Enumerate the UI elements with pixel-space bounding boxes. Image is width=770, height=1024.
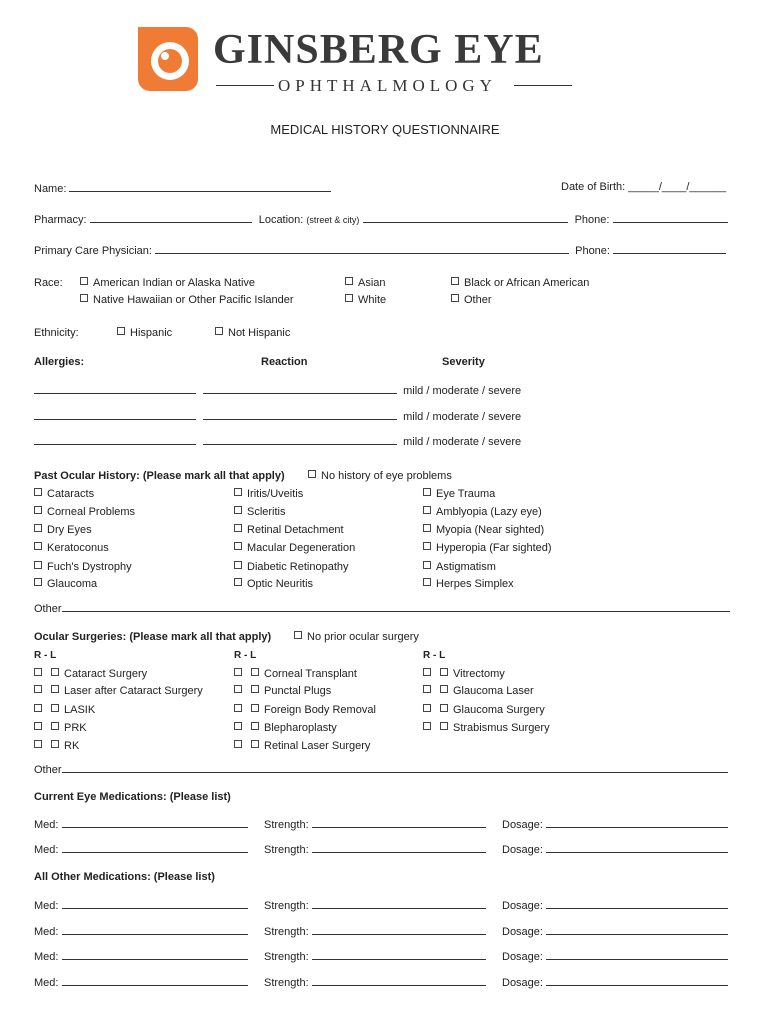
checkbox[interactable] — [423, 506, 431, 514]
other-med-name-field[interactable]: Med: — [34, 924, 248, 938]
other-med-strength-field[interactable]: Strength: — [264, 949, 486, 963]
name-label: Name: — [34, 183, 67, 195]
allergy-row[interactable] — [34, 383, 521, 397]
strength-blank[interactable] — [312, 975, 486, 986]
current-med-strength-field[interactable]: Strength: — [264, 817, 486, 831]
checkbox-right-eye[interactable] — [234, 704, 242, 712]
checkbox-left-eye[interactable] — [251, 704, 259, 712]
checkbox[interactable] — [234, 578, 242, 586]
checkbox[interactable] — [294, 631, 302, 639]
race-option[interactable]: American Indian or Alaska Native — [80, 277, 255, 289]
brand-subtitle-row — [216, 76, 572, 94]
pcp-phone-label: Phone: — [575, 245, 610, 257]
dosage-blank[interactable] — [546, 898, 728, 909]
severity-header: Severity — [442, 356, 485, 368]
dob-label: Date of Birth: — [561, 181, 626, 193]
checkbox[interactable] — [451, 277, 459, 285]
strength-blank[interactable] — [312, 842, 486, 853]
surgery-option[interactable]: RK — [34, 740, 79, 752]
other-label: Other — [34, 764, 62, 776]
checkbox[interactable] — [423, 488, 431, 496]
dosage-blank[interactable] — [546, 975, 728, 986]
other-med-name-field[interactable]: Med: — [34, 975, 248, 989]
checkbox[interactable] — [34, 506, 42, 514]
reaction-blank[interactable] — [203, 383, 397, 394]
ocular-history-option[interactable]: Herpes Simplex — [423, 578, 514, 590]
other-med-dosage-field[interactable]: Dosage: — [502, 949, 728, 963]
checkbox[interactable] — [423, 524, 431, 532]
pcp-field[interactable] — [34, 243, 726, 257]
ocular-history-option[interactable]: Retinal Detachment — [234, 524, 344, 536]
checkbox[interactable] — [34, 578, 42, 586]
pcp-blank[interactable] — [155, 243, 569, 254]
reaction-blank[interactable] — [203, 409, 397, 420]
subtitle-rule-right — [514, 85, 572, 86]
rl-header: R - L — [234, 650, 257, 661]
checkbox[interactable] — [234, 488, 242, 496]
allergies-label: Allergies: — [34, 356, 85, 368]
race-option[interactable]: Black or African American — [451, 277, 589, 289]
strength-blank[interactable] — [312, 949, 486, 960]
location-label: Location: — [258, 214, 304, 226]
pcp-phone-blank[interactable] — [613, 243, 726, 254]
race-option[interactable]: White — [345, 294, 386, 306]
surgery-option[interactable]: Laser after Cataract Surgery — [34, 685, 203, 697]
reaction-header: Reaction — [261, 356, 308, 368]
checkbox-right-eye[interactable] — [234, 722, 242, 730]
checkbox-left-eye[interactable] — [440, 685, 448, 693]
severity-options[interactable]: mild / moderate / severe — [403, 411, 522, 423]
checkbox-right-eye[interactable] — [234, 685, 242, 693]
checkbox-left-eye[interactable] — [440, 722, 448, 730]
other-med-dosage-field[interactable]: Dosage: — [502, 898, 728, 912]
checkbox-left-eye[interactable] — [51, 740, 59, 748]
checkbox-right-eye[interactable] — [34, 668, 42, 676]
checkbox-left-eye[interactable] — [251, 722, 259, 730]
allergy-blank[interactable] — [34, 434, 196, 445]
other-label: Other — [34, 603, 62, 615]
strength-blank[interactable] — [312, 817, 486, 828]
checkbox-left-eye[interactable] — [51, 668, 59, 676]
other-blank[interactable] — [62, 762, 728, 773]
checkbox-left-eye[interactable] — [51, 685, 59, 693]
surgery-option[interactable]: Glaucoma Laser — [423, 685, 534, 697]
ocular-history-option[interactable]: Dry Eyes — [34, 524, 92, 536]
ethnicity-option[interactable]: Hispanic — [117, 327, 172, 339]
pharmacy-blank[interactable] — [90, 212, 252, 223]
pcp-label: Primary Care Physician: — [34, 245, 152, 257]
checkbox-right-eye[interactable] — [423, 668, 431, 676]
checkbox-right-eye[interactable] — [34, 704, 42, 712]
current-med-dosage-field[interactable]: Dosage: — [502, 817, 728, 831]
current-med-name-field[interactable]: Med: — [34, 842, 248, 856]
checkbox-left-eye[interactable] — [440, 704, 448, 712]
checkbox[interactable] — [308, 470, 316, 478]
severity-options[interactable]: mild / moderate / severe — [403, 436, 522, 448]
other-med-strength-field[interactable]: Strength: — [264, 975, 486, 989]
rl-header: R - L — [34, 650, 57, 661]
other-blank[interactable] — [62, 601, 730, 612]
checkbox[interactable] — [234, 561, 242, 569]
other-med-strength-field[interactable]: Strength: — [264, 924, 486, 938]
surgery-option[interactable]: Glaucoma Surgery — [423, 704, 545, 716]
past-ocular-label: Past Ocular History: (Please mark all that apply) — [34, 470, 285, 482]
pharmacy-phone-label: Phone: — [574, 214, 610, 226]
race-option[interactable]: Other — [451, 294, 492, 306]
checkbox[interactable] — [234, 506, 242, 514]
checkbox-right-eye[interactable] — [423, 722, 431, 730]
allergy-row[interactable] — [34, 409, 521, 423]
brand-name: GINSBERG EYE — [213, 27, 544, 73]
eye-logo-icon — [138, 27, 198, 91]
ocular-history-option[interactable]: Astigmatism — [423, 561, 496, 573]
checkbox-right-eye[interactable] — [234, 740, 242, 748]
pharmacy-field[interactable] — [34, 212, 728, 226]
no-eye-problems-option[interactable]: No history of eye problems — [308, 470, 452, 482]
dosage-blank[interactable] — [546, 924, 728, 935]
checkbox[interactable] — [451, 294, 459, 302]
ocular-history-option[interactable]: Optic Neuritis — [234, 578, 313, 590]
checkbox-left-eye[interactable] — [440, 668, 448, 676]
brand-subtitle: OPHTHALMOLOGY — [278, 76, 497, 95]
ethnicity-option[interactable]: Not Hispanic — [215, 327, 290, 339]
ocular-history-option[interactable]: Corneal Problems — [34, 506, 135, 518]
other-med-strength-field[interactable]: Strength: — [264, 898, 486, 912]
checkbox[interactable] — [234, 524, 242, 532]
location-hint: (street & city) — [306, 215, 360, 225]
checkbox[interactable] — [80, 277, 88, 285]
med-blank[interactable] — [62, 924, 248, 935]
checkbox-left-eye[interactable] — [51, 704, 59, 712]
surgery-option[interactable]: Strabismus Surgery — [423, 722, 550, 734]
ocular-history-option[interactable]: Cataracts — [34, 488, 94, 500]
location-blank[interactable] — [363, 212, 568, 223]
checkbox-right-eye[interactable] — [423, 704, 431, 712]
other-med-name-field[interactable]: Med: — [34, 898, 248, 912]
surgery-option[interactable]: PRK — [34, 722, 87, 734]
surgery-option[interactable]: Retinal Laser Surgery — [234, 740, 370, 752]
med-blank[interactable] — [62, 817, 248, 828]
ocular-history-option[interactable]: Keratoconus — [34, 542, 109, 554]
severity-options[interactable]: mild / moderate / severe — [403, 385, 522, 397]
current-med-name-field[interactable]: Med: — [34, 817, 248, 831]
other-med-name-field[interactable]: Med: — [34, 949, 248, 963]
checkbox-right-eye[interactable] — [34, 722, 42, 730]
ocular-history-option[interactable]: Amblyopia (Lazy eye) — [423, 506, 542, 518]
med-blank[interactable] — [62, 949, 248, 960]
dosage-blank[interactable] — [546, 949, 728, 960]
dosage-blank[interactable] — [546, 842, 728, 853]
ocular-history-option[interactable]: Macular Degeneration — [234, 542, 355, 554]
med-blank[interactable] — [62, 898, 248, 909]
checkbox-left-eye[interactable] — [251, 740, 259, 748]
pharmacy-label: Pharmacy: — [34, 214, 87, 226]
ocular-history-option[interactable]: Myopia (Near sighted) — [423, 524, 544, 536]
allergy-blank[interactable] — [34, 409, 196, 420]
race-label: Race: — [34, 277, 63, 289]
surgery-option[interactable]: Punctal Plugs — [234, 685, 331, 697]
ocular-surgeries-label: Ocular Surgeries: (Please mark all that apply) — [34, 631, 272, 643]
checkbox[interactable] — [34, 488, 42, 496]
dosage-blank[interactable] — [546, 817, 728, 828]
checkbox[interactable] — [423, 578, 431, 586]
race-option[interactable]: Asian — [345, 277, 386, 289]
past-ocular-other-field[interactable] — [34, 601, 730, 615]
other-med-dosage-field[interactable]: Dosage: — [502, 975, 728, 989]
pharmacy-phone-blank[interactable] — [613, 212, 728, 223]
current-med-dosage-field[interactable]: Dosage: — [502, 842, 728, 856]
no-prior-surgery-option[interactable]: No prior ocular surgery — [294, 631, 419, 643]
checkbox[interactable] — [423, 561, 431, 569]
checkbox-left-eye[interactable] — [51, 722, 59, 730]
allergy-row[interactable] — [34, 434, 521, 448]
surgery-option[interactable]: Cataract Surgery — [34, 668, 147, 680]
checkbox-right-eye[interactable] — [234, 668, 242, 676]
checkbox[interactable] — [234, 542, 242, 550]
race-option[interactable]: Native Hawaiian or Other Pacific Islander — [80, 294, 294, 306]
form-title: MEDICAL HISTORY QUESTIONNAIRE — [270, 122, 500, 137]
checkbox[interactable] — [80, 294, 88, 302]
ocular-surgery-other-field[interactable] — [34, 762, 728, 776]
name-field[interactable] — [34, 181, 331, 195]
checkbox-right-eye[interactable] — [34, 740, 42, 748]
reaction-blank[interactable] — [203, 434, 397, 445]
surgery-option[interactable]: Corneal Transplant — [234, 668, 357, 680]
subtitle-rule-left — [216, 85, 274, 86]
checkbox[interactable] — [34, 561, 42, 569]
rl-header: R - L — [423, 650, 446, 661]
ocular-history-option[interactable]: Glaucoma — [34, 578, 97, 590]
checkbox[interactable] — [423, 542, 431, 550]
med-blank[interactable] — [62, 842, 248, 853]
current-med-strength-field[interactable]: Strength: — [264, 842, 486, 856]
ocular-history-option[interactable]: Iritis/Uveitis — [234, 488, 303, 500]
ocular-history-option[interactable]: Fuch's Dystrophy — [34, 561, 132, 573]
ethnicity-label: Ethnicity: — [34, 327, 79, 339]
checkbox-left-eye[interactable] — [251, 668, 259, 676]
checkbox-left-eye[interactable] — [251, 685, 259, 693]
name-blank[interactable] — [69, 181, 331, 192]
checkbox[interactable] — [345, 294, 353, 302]
allergy-blank[interactable] — [34, 383, 196, 394]
med-blank[interactable] — [62, 975, 248, 986]
strength-blank[interactable] — [312, 924, 486, 935]
dob-blank[interactable]: _____/____/______ — [628, 181, 727, 193]
checkbox-right-eye[interactable] — [423, 685, 431, 693]
strength-blank[interactable] — [312, 898, 486, 909]
surgery-option[interactable]: Foreign Body Removal — [234, 704, 376, 716]
checkbox[interactable] — [34, 524, 42, 532]
checkbox[interactable] — [117, 327, 125, 335]
surgery-option[interactable]: Vitrectomy — [423, 668, 505, 680]
dob-field[interactable] — [561, 181, 726, 193]
ocular-history-option[interactable]: Hyperopia (Far sighted) — [423, 542, 552, 554]
checkbox-right-eye[interactable] — [34, 685, 42, 693]
checkbox[interactable] — [34, 542, 42, 550]
other-meds-label: All Other Medications: (Please list) — [34, 871, 215, 883]
ocular-history-option[interactable]: Diabetic Retinopathy — [234, 561, 349, 573]
current-meds-label: Current Eye Medications: (Please list) — [34, 791, 231, 803]
checkbox[interactable] — [215, 327, 223, 335]
checkbox[interactable] — [345, 277, 353, 285]
other-med-dosage-field[interactable]: Dosage: — [502, 924, 728, 938]
surgery-option[interactable]: Blepharoplasty — [234, 722, 337, 734]
ocular-history-option[interactable]: Scleritis — [234, 506, 286, 518]
ocular-history-option[interactable]: Eye Trauma — [423, 488, 495, 500]
surgery-option[interactable]: LASIK — [34, 704, 95, 716]
